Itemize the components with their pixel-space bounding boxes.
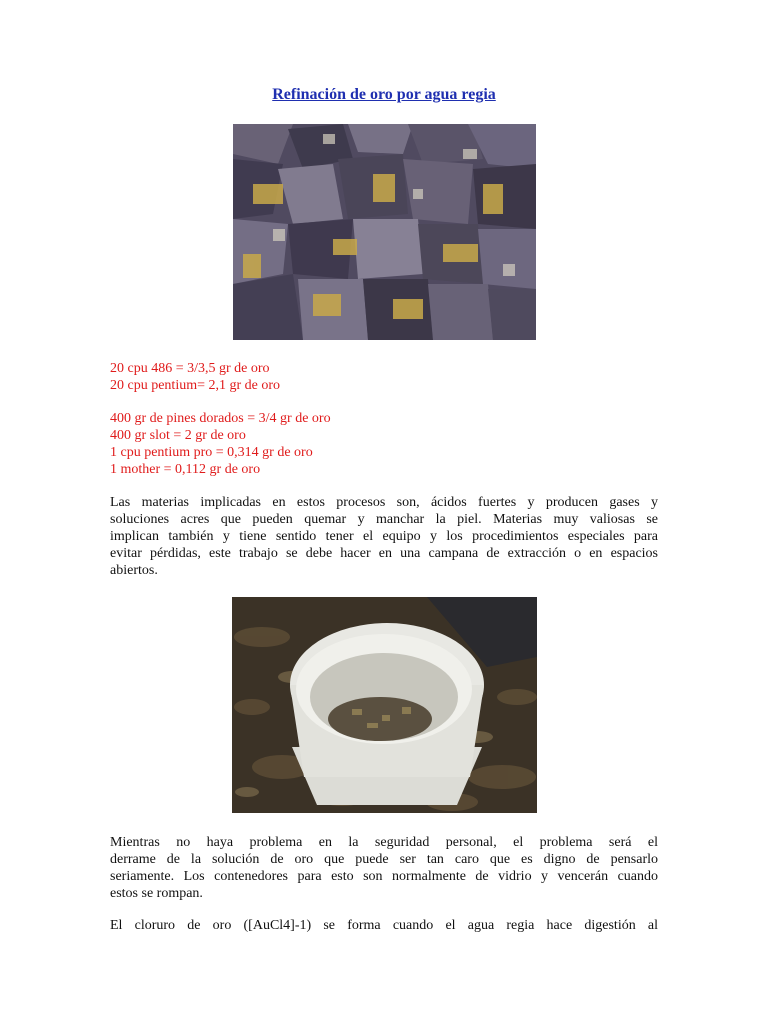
text-line: abiertos.	[110, 563, 158, 578]
yield-line: 400 gr slot = 2 gr de oro	[110, 428, 246, 443]
text-line: seriamente. Los contenedores para esto son normalmente de vidrio y vencerán cuando	[110, 869, 658, 884]
text-line: Las materias implicadas en estos procesos son, ácidos fuertes y producen gases y	[110, 495, 658, 510]
yields-group-1	[110, 360, 280, 394]
text-line: evitar pérdidas, este trabajo se debe hacer en una campana de extracción o en espacios	[110, 546, 658, 561]
yield-line: 20 cpu pentium= 2,1 gr de oro	[110, 378, 281, 393]
text-line: estos se rompan.	[110, 886, 203, 901]
text-line: implican también y tiene sentido tener el equipo y los procedimientos especiales para	[110, 529, 658, 544]
yield-line: 1 mother = 0,112 gr de oro	[110, 462, 261, 477]
paragraph-safety	[110, 494, 658, 579]
paragraph-spill	[110, 834, 658, 902]
paragraph-chloride	[110, 917, 658, 934]
text-line: Mientras no haya problema en la seguridad personal, el problema será el	[110, 835, 658, 850]
text-line: soluciones acres que pueden quemar y manchar la piel. Materias muy valiosas se	[110, 512, 658, 527]
yield-line: 400 gr de pines dorados = 3/4 gr de oro	[110, 411, 331, 426]
text-line: El cloruro de oro ([AuCl4]-1) se forma cuando el agua regia hace digestión al	[110, 918, 658, 933]
cpu-scrap-photo	[233, 124, 536, 340]
text-line: derrame de la solución de oro que puede ser tan caro que es digno de pensarlo	[110, 852, 658, 867]
yield-line: 1 cpu pentium pro = 0,314 gr de oro	[110, 445, 313, 460]
yield-line: 20 cpu 486 = 3/3,5 gr de oro	[110, 361, 270, 376]
bucket-photo	[232, 597, 537, 813]
page-title[interactable]: Refinación de oro por agua regia	[272, 86, 496, 103]
yields-group-2	[110, 410, 331, 478]
